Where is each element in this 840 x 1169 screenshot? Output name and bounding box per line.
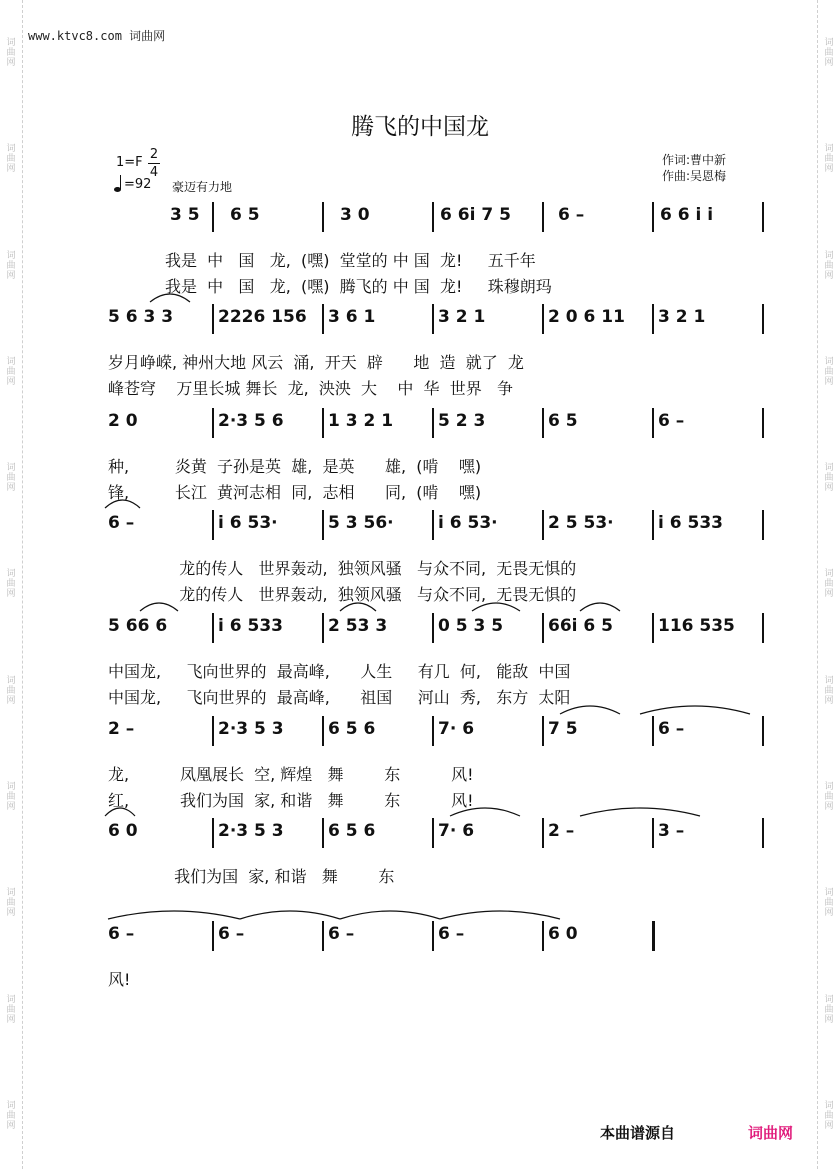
barline	[652, 716, 654, 746]
measure-notes: 6 6i 7 5	[440, 205, 511, 225]
lyric-text: 风!	[108, 970, 131, 989]
barline	[432, 921, 434, 951]
barline	[652, 613, 654, 643]
barline	[542, 613, 544, 643]
watermark-char: 词	[6, 888, 16, 899]
watermark-char: 曲	[6, 579, 16, 590]
watermark-group	[6, 995, 15, 1025]
watermark-group	[824, 38, 833, 68]
watermark-char: 网	[824, 695, 834, 706]
barline	[542, 408, 544, 438]
barline	[762, 510, 764, 540]
performance-style: 豪迈有力地	[172, 180, 233, 194]
watermark-group	[824, 463, 833, 493]
measure-notes: 3 2 1	[658, 307, 706, 327]
measure-notes: 6 –	[658, 719, 685, 739]
measure-notes: 6 5 6	[328, 821, 376, 841]
watermark-group	[6, 38, 15, 68]
watermark-char: 网	[824, 164, 834, 175]
barline	[322, 304, 324, 334]
measure-notes: 2·3 5 3	[218, 821, 284, 841]
right-watermark-strip	[817, 0, 840, 1169]
barline	[652, 304, 654, 334]
slur-arc	[640, 706, 750, 714]
watermark-group	[824, 995, 833, 1025]
song-title: 腾飞的中国龙	[351, 114, 489, 140]
watermark-char: 曲	[6, 898, 16, 909]
barline	[322, 921, 324, 951]
measure-notes: i 6 53·	[438, 513, 498, 533]
measure-notes: 7· 6	[438, 821, 475, 841]
measure-notes: i 6 53·	[218, 513, 278, 533]
measure-notes: 116 535	[658, 616, 735, 636]
barline	[212, 304, 214, 334]
lyric-text: 中国龙, 飞向世界的 最高峰, 祖国 河山 秀, 东方 太阳	[108, 688, 571, 707]
site-label[interactable]: www.ktvc8.com 词曲网	[28, 29, 166, 43]
barline	[652, 818, 654, 848]
lyric-text: 锋, 长江 黄河志相 同, 志相 同, (啃 嘿)	[108, 483, 482, 502]
measure-notes: 2 0 6 11	[548, 307, 625, 327]
watermark-char: 曲	[6, 154, 16, 165]
barline	[322, 818, 324, 848]
lyricist: 作词:曹中新	[662, 153, 727, 167]
watermark-group	[6, 251, 15, 281]
measure-notes: 2 0	[108, 411, 138, 431]
watermark-char: 网	[824, 908, 834, 919]
barline	[762, 716, 764, 746]
barline	[432, 716, 434, 746]
watermark-char: 网	[6, 1014, 16, 1025]
watermark-char: 曲	[824, 898, 834, 909]
barline	[762, 304, 764, 334]
watermark-char: 曲	[824, 1004, 834, 1015]
watermark-char: 网	[824, 589, 834, 600]
watermark-char: 词	[824, 1100, 834, 1111]
watermark-char: 网	[824, 1120, 834, 1131]
barline	[652, 408, 654, 438]
measure-notes: 5 66 6	[108, 616, 168, 636]
watermark-char: 曲	[824, 791, 834, 802]
barline	[542, 818, 544, 848]
measure-notes: 5 3 56·	[328, 513, 394, 533]
watermark-group	[824, 782, 833, 812]
watermark-char: 词	[824, 675, 834, 686]
watermark-char: 网	[6, 483, 16, 494]
barline	[652, 510, 654, 540]
watermark-group	[824, 888, 833, 918]
watermark-char: 曲	[6, 1004, 16, 1015]
slur-arc	[340, 911, 440, 919]
measure-notes: 6 –	[328, 924, 355, 944]
barline	[542, 510, 544, 540]
tempo-marking	[114, 177, 151, 192]
barline	[322, 510, 324, 540]
barline	[212, 818, 214, 848]
lyric-text: 红, 我们为国 家, 和谐 舞 东 风!	[108, 791, 474, 810]
barline	[212, 202, 214, 232]
watermark-char: 曲	[6, 48, 16, 59]
barline	[212, 510, 214, 540]
watermark-group	[824, 357, 833, 387]
watermark-char: 曲	[6, 473, 16, 484]
watermark-char: 词	[824, 356, 834, 367]
watermark-char: 词	[6, 463, 16, 474]
credits	[662, 152, 726, 184]
watermark-char: 网	[6, 164, 16, 175]
barline	[652, 921, 655, 951]
measure-notes: 6 –	[558, 205, 585, 225]
watermark-char: 曲	[6, 791, 16, 802]
watermark-char: 曲	[824, 48, 834, 59]
barline	[542, 304, 544, 334]
lyric-text: 龙的传人 世界轰动, 独领风骚 与众不同, 无畏无惧的	[108, 585, 577, 604]
watermark-char: 曲	[824, 366, 834, 377]
lyric-text: 峰苍穹 万里长城 舞长 龙, 泱泱 大 中 华 世界 争	[108, 379, 513, 398]
slur-arc	[440, 911, 560, 919]
measure-notes: 5 2 3	[438, 411, 486, 431]
measure-notes: 3 5	[170, 205, 200, 225]
left-watermark-strip	[0, 0, 23, 1169]
lyric-text: 龙的传人 世界轰动, 独领风骚 与众不同, 无畏无惧的	[108, 559, 577, 578]
barline	[762, 613, 764, 643]
barline	[652, 202, 654, 232]
measure-notes: 1 3 2 1	[328, 411, 394, 431]
lyric-text: 我们为国 家, 和谐 舞 东	[108, 867, 395, 886]
watermark-char: 词	[824, 994, 834, 1005]
watermark-char: 网	[824, 376, 834, 387]
measure-notes: 2 –	[108, 719, 135, 739]
watermark-char: 曲	[824, 154, 834, 165]
watermark-char: 词	[6, 38, 16, 49]
watermark-char: 词	[824, 781, 834, 792]
lyric-text: 种, 炎黄 子孙是英 雄, 是英 雄, (啃 嘿)	[108, 457, 482, 476]
measure-notes: i 6 533	[658, 513, 723, 533]
watermark-char: 词	[6, 675, 16, 686]
measure-notes: 6 0	[108, 821, 138, 841]
measure-notes: 6 –	[108, 513, 135, 533]
notes-line	[0, 510, 840, 540]
watermark-char: 词	[824, 569, 834, 580]
barline	[432, 408, 434, 438]
footer-site-link[interactable]: 词曲网	[748, 1124, 794, 1142]
watermark-char: 词	[824, 463, 834, 474]
measure-notes: 6 –	[438, 924, 465, 944]
watermark-char: 网	[6, 376, 16, 387]
lyric-text: 我是 中 国 龙, (嘿) 堂堂的 中 国 龙! 五千年	[165, 251, 536, 270]
notes-line	[0, 716, 840, 746]
watermark-char: 词	[6, 144, 16, 155]
slur-arc	[580, 808, 700, 816]
watermark-char: 网	[6, 270, 16, 281]
measure-notes: 2 53 3	[328, 616, 388, 636]
measure-notes: 2 5 53·	[548, 513, 614, 533]
measure-notes: 5 6 3 3	[108, 307, 174, 327]
time-sig-top: 2	[149, 147, 159, 162]
measure-notes: i 6 533	[218, 616, 283, 636]
watermark-group	[6, 144, 15, 174]
watermark-group	[6, 463, 15, 493]
barline	[542, 921, 544, 951]
watermark-char: 网	[6, 58, 16, 69]
notes-line	[0, 408, 840, 438]
notes-line	[0, 613, 840, 643]
watermark-char: 网	[6, 589, 16, 600]
watermark-char: 曲	[6, 685, 16, 696]
watermark-group	[824, 569, 833, 599]
barline	[432, 613, 434, 643]
watermark-group	[824, 1101, 833, 1131]
watermark-char: 词	[6, 356, 16, 367]
watermark-char: 曲	[824, 685, 834, 696]
measure-notes: 2·3 5 3	[218, 719, 284, 739]
watermark-group	[824, 144, 833, 174]
notes-line	[0, 304, 840, 334]
watermark-char: 网	[6, 908, 16, 919]
watermark-char: 曲	[6, 260, 16, 271]
watermark-char: 曲	[6, 1110, 16, 1121]
barline	[762, 818, 764, 848]
lyric-text: 岁月峥嵘, 神州大地 风云 涌, 开天 辟 地 造 就了 龙	[108, 353, 524, 372]
quarter-note-icon	[114, 187, 121, 192]
watermark-char: 曲	[824, 473, 834, 484]
key-signature: 1=F	[116, 155, 143, 170]
measure-notes: 6 –	[218, 924, 245, 944]
measure-notes: 7 5	[548, 719, 578, 739]
watermark-char: 曲	[824, 1110, 834, 1121]
barline	[322, 408, 324, 438]
watermark-group	[824, 676, 833, 706]
notes-line	[0, 202, 840, 232]
measure-notes: 2·3 5 6	[218, 411, 284, 431]
time-sig-bottom: 4	[149, 165, 159, 180]
barline	[432, 818, 434, 848]
measure-notes: 2 –	[548, 821, 575, 841]
watermark-char: 词	[6, 994, 16, 1005]
measure-notes: 6 5	[230, 205, 260, 225]
barline	[542, 202, 544, 232]
watermark-group	[6, 357, 15, 387]
lyric-text: 中国龙, 飞向世界的 最高峰, 人生 有几 何, 能敌 中国	[108, 662, 571, 681]
watermark-char: 网	[824, 270, 834, 281]
measure-notes: 3 6 1	[328, 307, 376, 327]
measure-notes: 7· 6	[438, 719, 475, 739]
watermark-group	[6, 1101, 15, 1131]
notes-line	[0, 921, 840, 951]
measure-notes: 6 –	[108, 924, 135, 944]
measure-notes: 3 –	[658, 821, 685, 841]
watermark-char: 网	[824, 801, 834, 812]
time-signature	[148, 146, 160, 181]
barline	[212, 921, 214, 951]
measure-notes: 6 5 6	[328, 719, 376, 739]
watermark-char: 词	[6, 1100, 16, 1111]
measure-notes: 66i 6 5	[548, 616, 613, 636]
watermark-char: 词	[6, 250, 16, 261]
watermark-char: 网	[824, 58, 834, 69]
measure-notes: 6 6 i i	[660, 205, 714, 225]
watermark-char: 词	[6, 781, 16, 792]
watermark-char: 曲	[824, 260, 834, 271]
barline	[432, 510, 434, 540]
watermark-group	[6, 569, 15, 599]
watermark-group	[6, 676, 15, 706]
barline	[322, 202, 324, 232]
barline	[322, 716, 324, 746]
barline	[322, 613, 324, 643]
barline	[762, 408, 764, 438]
barline	[212, 408, 214, 438]
slur-arc	[580, 603, 620, 611]
slur-arc	[240, 911, 340, 919]
watermark-char: 词	[824, 144, 834, 155]
watermark-group	[6, 888, 15, 918]
watermark-char: 网	[824, 483, 834, 494]
barline	[762, 202, 764, 232]
barline	[432, 304, 434, 334]
measure-notes: 3 2 1	[438, 307, 486, 327]
measure-notes: 6 0	[548, 924, 578, 944]
watermark-char: 网	[6, 801, 16, 812]
footer-source: 本曲谱源自	[600, 1124, 676, 1142]
watermark-char: 网	[824, 1014, 834, 1025]
composer: 作曲:吴恩梅	[662, 169, 727, 183]
watermark-char: 网	[6, 695, 16, 706]
measure-notes: 3 0	[340, 205, 370, 225]
lyric-text: 龙, 凤凰展长 空, 辉煌 舞 东 风!	[108, 765, 474, 784]
measure-notes: 2226 156	[218, 307, 307, 327]
watermark-char: 曲	[824, 579, 834, 590]
measure-notes: 0 5 3 5	[438, 616, 504, 636]
measure-notes: 6 5	[548, 411, 578, 431]
watermark-char: 词	[824, 250, 834, 261]
watermark-group	[824, 251, 833, 281]
notes-line	[0, 818, 840, 848]
barline	[432, 202, 434, 232]
lyric-text: 我是 中 国 龙, (嘿) 腾飞的 中 国 龙! 珠穆朗玛	[165, 277, 552, 296]
barline	[212, 613, 214, 643]
measure-notes: 6 –	[658, 411, 685, 431]
watermark-group	[6, 782, 15, 812]
watermark-char: 词	[824, 38, 834, 49]
watermark-char: 词	[824, 888, 834, 899]
barline	[212, 716, 214, 746]
barline	[542, 716, 544, 746]
watermark-char: 网	[6, 1120, 16, 1131]
slur-arc	[108, 911, 240, 919]
tempo-value: =92	[124, 177, 152, 192]
watermark-char: 词	[6, 569, 16, 580]
watermark-char: 曲	[6, 366, 16, 377]
